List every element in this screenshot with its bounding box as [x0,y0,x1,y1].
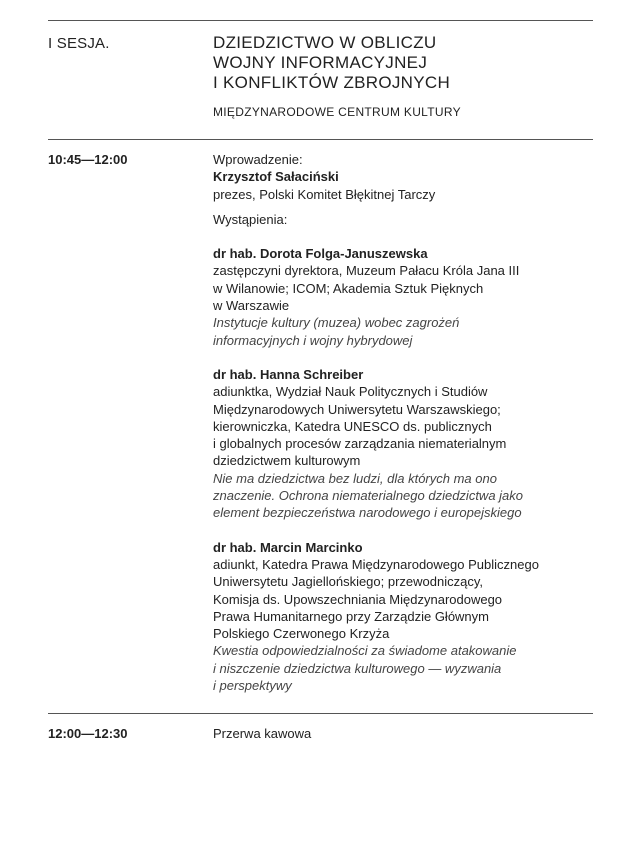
session-title-line: DZIEDZICTWO W OBLICZU [213,33,437,52]
speaker-role-line: Uniwersytetu Jagiellońskiego; przewodniczący, [213,574,483,590]
talk-topic-line: znaczenie. Ochrona niematerialnego dziedzictwa jako [213,488,524,504]
session-header [48,21,593,139]
speaker-name: dr hab. Marcin Marcinko [213,539,363,555]
session-label: I SESJA. [48,35,110,52]
time-slot: 10:45—12:00 [48,152,128,167]
talk-topic-line: informacyjnych i wojny hybrydowej [213,332,413,348]
speaker-role-line: i globalnych procesów zarządzania niematerialnym [213,436,507,452]
talks-label: Wystąpienia: [213,211,288,227]
session-venue: MIĘDZYNARODOWE CENTRUM KULTURY [213,105,461,119]
session-title-line: I KONFLIKTÓW ZBROJNYCH [213,73,451,92]
talk-topic-line: i perspektywy [213,678,292,694]
speaker-role-line: Komisja ds. Upowszechniania Międzynarodowego [213,591,503,607]
intro-speaker-name: Krzysztof Sałaciński [213,169,339,185]
speaker-role-line: w Wilanowie; ICOM; Akademia Sztuk Pięknych [213,280,484,296]
speaker-role-line: w Warszawie [213,298,290,314]
speaker-name: dr hab. Hanna Schreiber [213,366,364,382]
program-block [48,140,593,713]
talk-topic-line: Kwestia odpowiedzialności za świadome atakowanie [213,643,517,659]
program-block [48,714,593,742]
speaker-role-line: adiunktka, Wydział Nauk Politycznych i Studiów [213,384,488,400]
speaker-role-line: Międzynarodowych Uniwersytetu Warszawskiego; [213,401,501,417]
talk-topic-line: Instytucje kultury (muzea) wobec zagrożeń [213,315,460,331]
talk-topic-line: element bezpieczeństwa narodowego i europejskiego [213,505,522,521]
talk-topic-line: i niszczenie dziedzictwa kulturowego — wyzwania [213,660,502,676]
speaker-entry [213,366,593,522]
speaker-role-line: Polskiego Czerwonego Krzyża [213,626,390,642]
speaker-entry [213,539,593,695]
time-slot: 12:00—12:30 [48,726,128,742]
break-label: Przerwa kawowa [213,726,312,742]
speaker-role-line: adiunkt, Katedra Prawa Międzynarodowego Publicznego [213,556,539,572]
program-page [48,20,593,743]
session-title-line: WOJNY INFORMACYJNEJ [213,53,428,72]
intro-speaker-role: prezes, Polski Komitet Błękitnej Tarczy [213,186,436,202]
intro-label: Wprowadzenie: [213,152,303,167]
talk-topic-line: Nie ma dziedzictwa bez ludzi, dla których ma ono [213,470,497,486]
speaker-role-line: dziedzictwem kulturowym [213,453,361,469]
speaker-role-line: zastępczyni dyrektora, Muzeum Pałacu Króla Jana III [213,263,520,279]
speaker-role-line: Prawa Humanitarnego przy Zarządzie Głównym [213,608,489,624]
speaker-role-line: kierowniczka, Katedra UNESCO ds. publicznych [213,418,492,434]
speaker-entry [213,245,593,349]
speaker-name: dr hab. Dorota Folga-Januszewska [213,246,428,262]
